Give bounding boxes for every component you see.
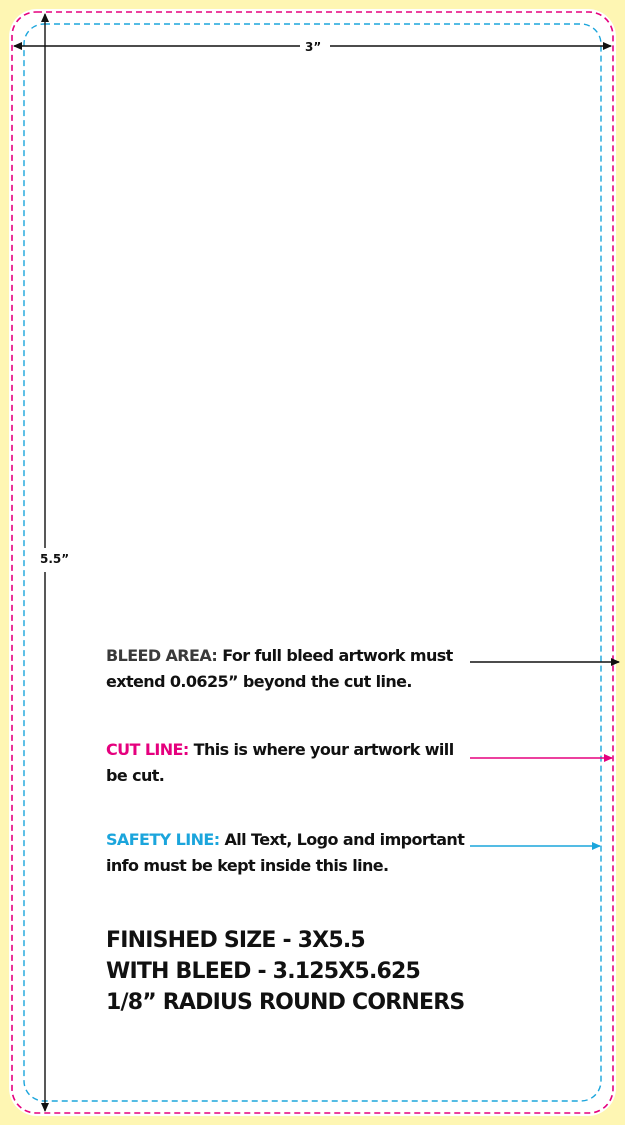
safety-line-text: All Text, Logo and important info must be kept inside this line. (106, 830, 465, 875)
size-specs (106, 925, 526, 1018)
cut-line-note (106, 737, 466, 789)
height-label: 5.5” (36, 551, 73, 567)
finished-size-spec: FINISHED SIZE - 3X5.5 (106, 928, 365, 953)
with-bleed-spec: WITH BLEED - 3.125X5.625 (106, 959, 421, 984)
bleed-area-note (106, 643, 466, 695)
bleed-area-text: For full bleed artwork must extend 0.0625” beyond the cut line. (106, 646, 453, 691)
corner-radius-spec: 1/8” RADIUS ROUND CORNERS (106, 990, 465, 1015)
safety-line-heading: SAFETY LINE: (106, 830, 220, 849)
width-label: 3” (301, 39, 325, 55)
bleed-area-heading: BLEED AREA: (106, 646, 218, 665)
cut-line-text: This is where your artwork will be cut. (106, 740, 454, 785)
cut-line-heading: CUT LINE: (106, 740, 189, 759)
safety-line-note (106, 827, 466, 879)
